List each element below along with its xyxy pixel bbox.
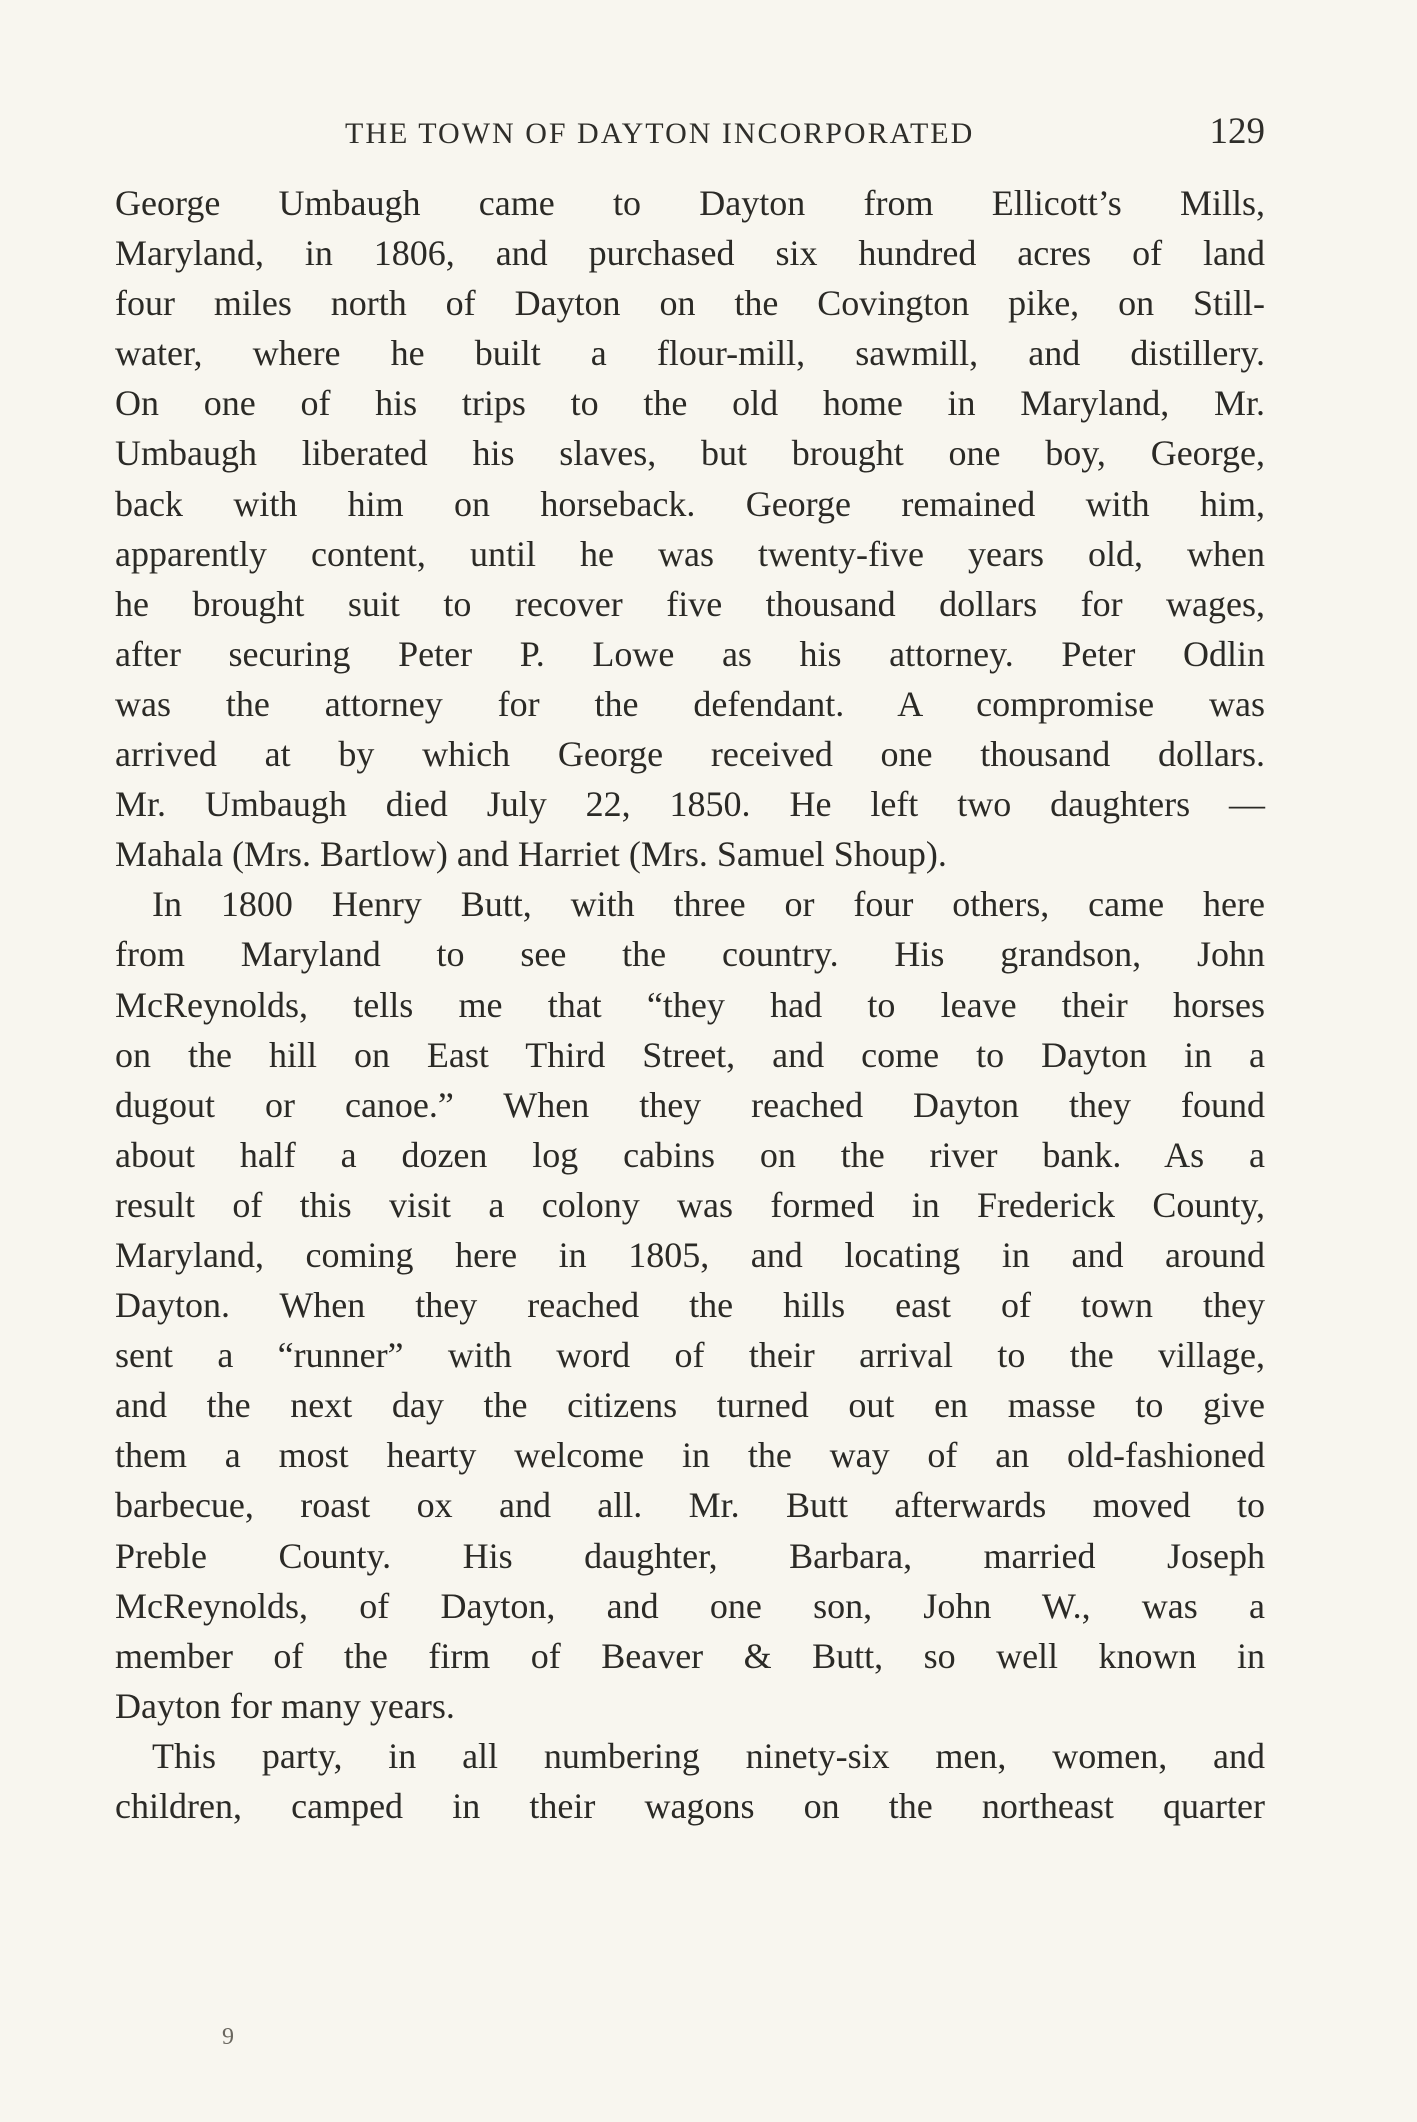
text-line: Mr. Umbaugh died July 22, 1850. He left two daughters — [115,784,1265,825]
text-line: Maryland, in 1806, and purchased six hundred acres of land [115,233,1265,274]
text-line: from Maryland to see the country. His grandson, John [115,934,1265,975]
text-line: result of this visit a colony was formed in Frederick County, [115,1184,1265,1225]
text-line: about half a dozen log cabins on the river bank. As a [115,1134,1265,1175]
page-number: 129 [1209,111,1265,152]
text-line: On one of his trips to the old home in Maryland, Mr. [115,383,1265,424]
text-line: after securing Peter P. Lowe as his attorney. Peter Odlin [115,633,1265,674]
text-line: children, camped in their wagons on the northeast quarter [115,1786,1265,1826]
body-text [115,178,1265,1831]
text-line: This party, in all numbering ninety-six men, women, and [152,1735,1265,1776]
text-line: water, where he built a flour-mill, sawmill, and distillery. [115,333,1265,374]
signature-mark: 9 [222,2024,234,2050]
text-line: Mahala (Mrs. Bartlow) and Harriet (Mrs. Samuel Shoup). [115,834,947,875]
text-line: four miles north of Dayton on the Covington pike, on Still- [115,283,1265,324]
text-line: back with him on horseback. George remained with him, [115,483,1265,524]
text-line: on the hill on East Third Street, and come to Dayton in a [115,1034,1265,1075]
text-line: Maryland, coming here in 1805, and locating in and around [115,1234,1265,1275]
text-line: apparently content, until he was twenty-five years old, when [115,533,1265,574]
text-line: arrived at by which George received one thousand dollars. [115,734,1265,775]
text-line: he brought suit to recover five thousand dollars for wages, [115,583,1265,624]
text-line: In 1800 Henry Butt, with three or four others, came here [152,884,1265,925]
text-line: barbecue, roast ox and all. Mr. Butt afterwards moved to [115,1485,1265,1526]
text-line: George Umbaugh came to Dayton from Ellicott’s Mills, [115,183,1265,223]
text-line: Preble County. His daughter, Barbara, married Joseph [115,1535,1265,1576]
text-line: dugout or canoe.” When they reached Dayton they found [115,1084,1265,1125]
text-line: them a most hearty welcome in the way of an old-fashioned [115,1435,1265,1476]
text-line: was the attorney for the defendant. A compromise was [115,683,1265,724]
text-line: Dayton. When they reached the hills east of town they [115,1285,1265,1326]
text-line: Umbaugh liberated his slaves, but brought one boy, George, [115,433,1265,474]
text-line: and the next day the citizens turned out en masse to give [115,1385,1265,1426]
text-line: sent a “runner” with word of their arrival to the village, [115,1335,1265,1376]
text-line: McReynolds, tells me that “they had to leave their horses [115,984,1265,1025]
text-line: McReynolds, of Dayton, and one son, John W., was a [115,1585,1265,1626]
text-line: Dayton for many years. [115,1685,455,1726]
running-title: THE TOWN OF DAYTON INCORPORATED [345,117,975,150]
text-line: member of the firm of Beaver & Butt, so well known in [115,1635,1265,1676]
running-head [345,110,1265,154]
